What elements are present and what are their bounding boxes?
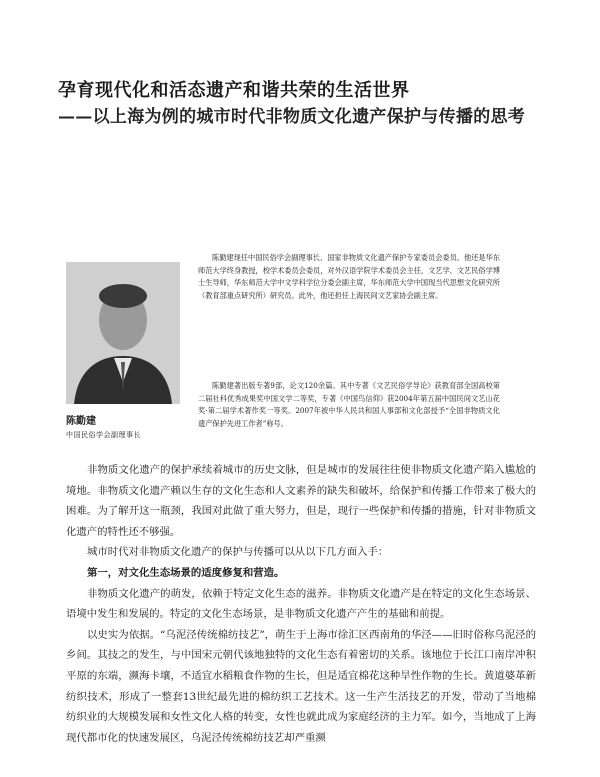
author-bio-paragraph: 陈勤建现任中国民俗学会副理事长、国家非物质文化遗产保护专家委员会委员。他还是华东师范大学终身教授，校学术委员会委员，对外汉语学院学术委员会主任，文艺学、文艺民俗学博士生导师，华东师范大学中文学科学位分委会副主席，华东师范大学中国现当代思想文化研究所（教育部重点研究所）研究员。此外，他还担任上海民间文艺家协会副主席。 bbox=[198, 253, 500, 300]
author-position: 中国民俗学会副理事长 bbox=[66, 431, 141, 439]
article-title: 孕育现代化和活态遗产和谐共荣的生活世界 bbox=[58, 80, 410, 101]
body-paragraph: 以史实为依据。“乌泥泾传统棉纺技艺”，萌生于上海市徐汇区西南角的华泾——旧时俗称乌泥泾的乡间。其技之的发生，与中国宋元朝代该地独特的文化生态有着密切的关系。该地位于长江口南岸冲积平原的东端，濒海卡壤，不适宜水稻粮食作物的生长，但是适宜棉花这种旱性作物的生长。黄道婆革新纺织技术，形成了一整套13世纪最先进的棉纺织工艺技术。这一生产生活技艺的开发，带动了当地棉纺织业的大规模发展和女性文化人格的转变，女性也就此成为家庭经济的主力军。如今，当地成了上海现代都市化的快速发展区，乌泥泾传统棉纺技艺却严重濒 bbox=[66, 628, 536, 744]
article-subtitle: ——以上海为例的城市时代非物质文化遗产保护与传播的思考 bbox=[58, 107, 526, 127]
body-paragraph: 城市时代对非物质文化遗产的保护与传播可以从以下几方面入手： bbox=[87, 546, 389, 559]
section-heading: 第一，对文化生态场景的适度修复和营造。 bbox=[87, 566, 285, 579]
author-bio-paragraph: 陈勤建著出版专著9部，论文120余篇。其中专著《文艺民俗学导论》获教育部全国高校第二届社科优秀成果奖中国文学二等奖，专著《中国鸟信仰》获2004年第五届中国民间文艺山花奖·第二届学术著作奖一等奖。2007年被中华人民共和国人事部和文化部授予“全国非物质文化遗产保护先进工作者”称号。 bbox=[198, 381, 500, 428]
article-body bbox=[66, 460, 536, 748]
portrait-image bbox=[66, 262, 180, 404]
body-paragraph: 非物质文化遗产的保护承续着城市的历史文脉，但是城市的发展往往使非物质文化遗产陷入尴尬的境地。非物质文化遗产赖以生存的文化生态和人文素养的缺失和破坏，给保护和传播工作带来了极大的困难。为了解开这一瓶颈，我国对此做了重大努力，但是，现行一些保护和传播的措施，针对非物质文化遗产的特性还不够强。 bbox=[66, 464, 536, 538]
body-paragraph: 非物质文化遗产的萌发，依赖于特定文化生态的滋养。非物质文化遗产是在特定的文化生态场景、语境中发生和发展的。特定的文化生态场景，是非物质文化遗产产生的基础和前提。 bbox=[66, 587, 536, 621]
author-photo bbox=[66, 262, 180, 404]
author-name: 陈勤建 bbox=[66, 416, 96, 427]
